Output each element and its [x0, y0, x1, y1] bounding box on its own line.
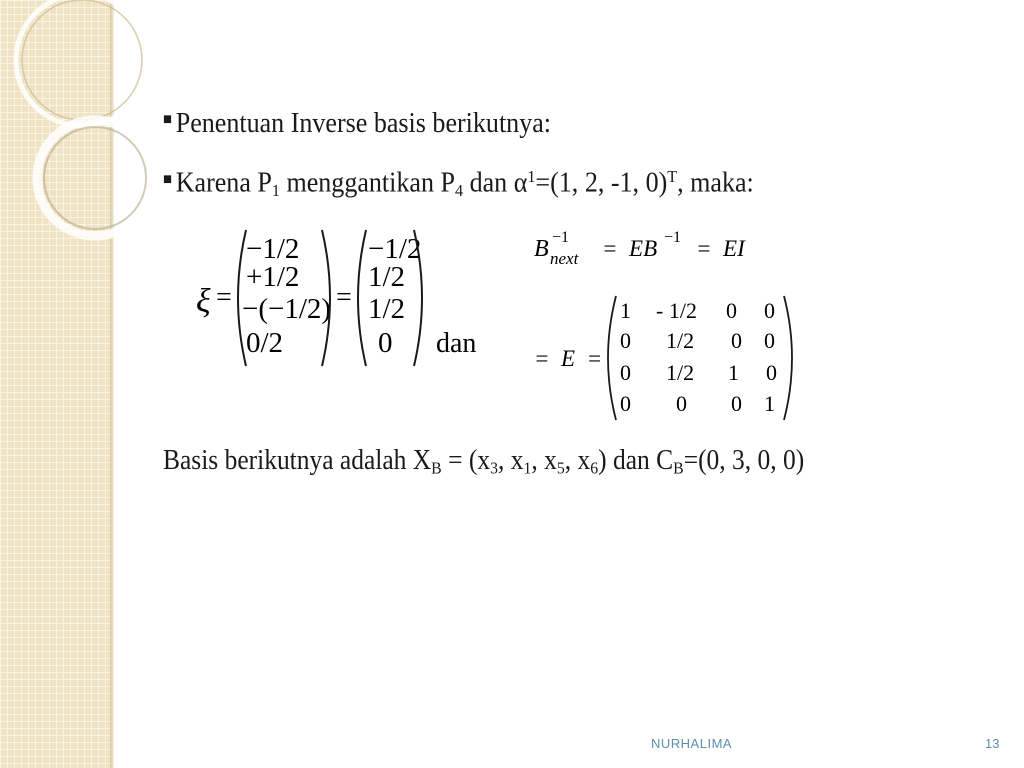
xi-col2-entry: 1/2	[368, 261, 406, 293]
xi-col1-entry: −1/2	[246, 233, 300, 265]
footer-page-number: 13	[985, 736, 1000, 751]
e-matrix-cell: 1/2	[666, 328, 695, 353]
basis-text: ) dan C	[598, 445, 674, 476]
bullet2-text: , maka:	[677, 167, 754, 199]
subscript: B	[673, 458, 684, 478]
superscript: T	[667, 167, 678, 186]
e-matrix-cell: 0	[731, 391, 742, 416]
bnext-sup: −1	[552, 229, 570, 246]
e-matrix-cell: - 1/2	[656, 298, 697, 323]
subscript: 5	[556, 458, 565, 478]
subscript: 4	[454, 180, 464, 200]
bullet1-text: Penentuan Inverse basis berikutnya:	[175, 108, 552, 139]
e-matrix-cell: 0	[620, 360, 631, 385]
left-paren	[608, 296, 616, 420]
bnext-sup2: −1	[664, 229, 682, 246]
e-matrix-cell: 0	[620, 391, 631, 416]
e-matrix-cell: 1	[764, 391, 775, 416]
e-matrix-cell: 0	[766, 360, 777, 385]
xi-col1-entry: −(−1/2)	[242, 293, 332, 325]
e-matrix-cell: 0	[726, 298, 737, 323]
subscript: 3	[490, 458, 498, 478]
bnext-sub: next	[550, 249, 579, 268]
math-block	[190, 218, 810, 428]
e-matrix-cell: 0	[676, 391, 687, 416]
e-matrix-cell: 0	[620, 328, 631, 353]
bnext-rest2: = EI	[696, 236, 745, 261]
footer-author: NURHALIMA	[651, 736, 733, 751]
bnext-B: B	[534, 236, 549, 262]
left-paren	[358, 230, 366, 366]
e-matrix-cell: 1	[620, 298, 631, 323]
e-matrix-cell: 0	[764, 328, 775, 353]
right-paren	[784, 296, 792, 420]
e-matrix-cell: 0	[731, 328, 742, 353]
basis-text: , x	[564, 445, 591, 476]
xi-equals-2: =	[336, 282, 352, 313]
basis-text: =(0, 3, 0, 0)	[683, 445, 805, 476]
xi-col2-entry: 1/2	[368, 293, 406, 325]
basis-text: Basis berikutnya adalah X	[163, 445, 432, 476]
bullet-inverse-basis	[163, 108, 551, 140]
superscript: 1	[527, 167, 536, 186]
xi-equals: =	[216, 282, 232, 313]
dan-text: dan	[436, 328, 477, 359]
basis-statement	[163, 445, 804, 478]
e-matrix-body	[620, 298, 777, 416]
subscript: 6	[590, 458, 599, 478]
e-matrix-cell: 1	[728, 360, 739, 385]
subscript: 1	[523, 458, 532, 478]
xi-col1-entry: +1/2	[246, 261, 300, 293]
xi-col2-entry: −1/2	[368, 233, 422, 265]
e-matrix-cell: 1/2	[666, 360, 695, 385]
bullet-square-icon: ■	[163, 111, 172, 128]
basis-text: , x	[531, 445, 557, 476]
bullet2-text: Karena P	[175, 167, 272, 199]
basis-text: = (x	[441, 445, 491, 476]
xi-symbol: ξ	[196, 283, 211, 320]
bullet2-text: =(1, 2, -1, 0)	[535, 167, 668, 199]
xi-col1-entry: 0/2	[246, 327, 284, 359]
xi-col2-entry: 0	[378, 327, 393, 359]
bullet2-text: menggantikan P	[279, 167, 455, 199]
e-matrix-label: = E =	[534, 346, 603, 371]
bullet-square-icon: ■	[163, 170, 172, 188]
bullet-replacement	[163, 167, 754, 201]
bnext-rest: = EB	[602, 236, 658, 261]
basis-text: , x	[497, 445, 524, 476]
e-matrix-cell: 0	[764, 298, 775, 323]
bullet2-text: dan α	[463, 167, 528, 199]
subscript: B	[431, 458, 442, 478]
subscript: 1	[271, 180, 280, 200]
